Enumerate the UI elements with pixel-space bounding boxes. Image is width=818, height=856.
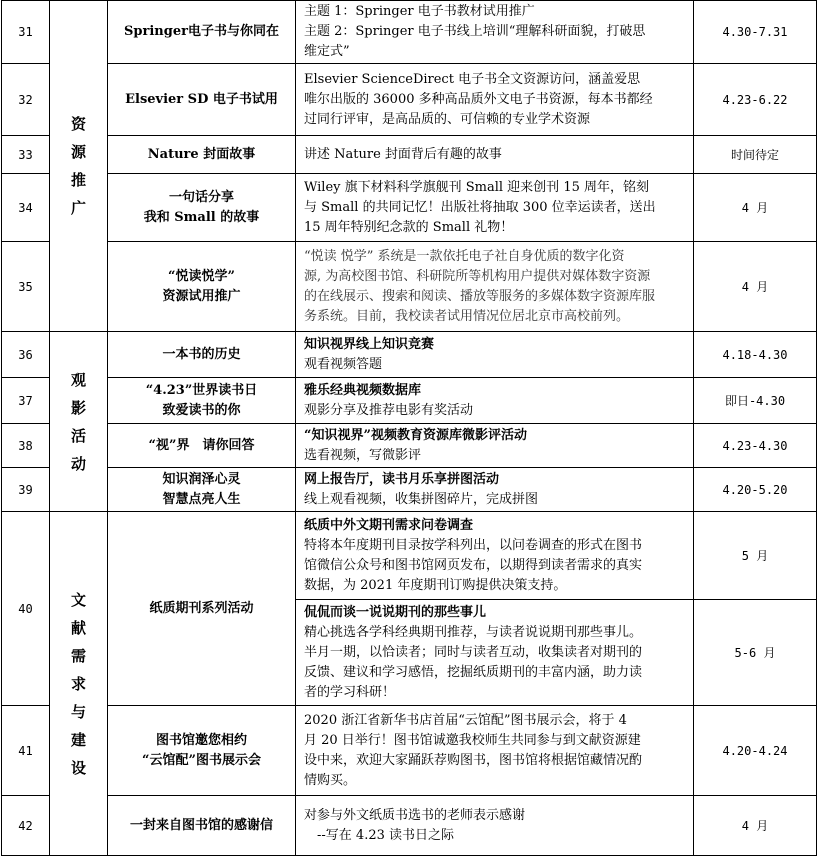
table-row: [2, 242, 817, 332]
row-number: 36: [2, 332, 50, 378]
table-row: [2, 796, 817, 856]
activity-description: 对参与外文纸质书选书的老师表示感谢 --写在 4.23 读书日之际: [296, 796, 694, 856]
category-literature-demand: [50, 512, 108, 856]
table-row: [2, 136, 817, 174]
category-char: 与: [70, 702, 86, 721]
activity-description: 知识视界线上知识竞赛 观看视频答题: [296, 332, 694, 378]
table-row: [2, 332, 817, 378]
activity-description: 侃侃而谈一说说期刊的那些事儿 精心挑选各学科经典期刊推荐，与读者说说期刊那些事儿。 半月一期，以恰读者；同时与读者互动，收集读者对期刊的 反馈、建议和学习感悟，挖掘纸质期刊的丰富内涵，助力读 者的学习科研！: [296, 600, 694, 706]
category-char: 动: [70, 454, 86, 473]
activity-date: 4 月: [694, 174, 817, 242]
category-char: 求: [70, 674, 86, 693]
category-char: 文: [70, 590, 86, 609]
activity-date: 4.23-6.22: [694, 64, 817, 136]
activity-description: 纸质中外文期刊需求问卷调查 特将本年度期刊目录按学科列出，以问卷调查的形式在图书 馆微信公众号和图书馆网页发布，以期得到读者需求的真实 数据，为 2021 年度期刊订购提供决策支持。: [296, 512, 694, 600]
category-char: 广: [70, 199, 86, 217]
activity-date: 4 月: [694, 796, 817, 856]
activity-date: 4.30-7.31: [694, 1, 817, 64]
activity-description: “知识视界”视频教育资源库微影评活动 选看视频，写微影评: [296, 424, 694, 468]
row-number: 42: [2, 796, 50, 856]
category-char: 活: [70, 426, 86, 445]
activity-name: 一本书的历史: [108, 332, 296, 378]
row-number: 35: [2, 242, 50, 332]
category-char: 推: [70, 171, 86, 189]
activity-date: 时间待定: [694, 136, 817, 174]
activity-description: Wiley 旗下材料科学旗舰刊 Small 迎来创刊 15 周年，铭刻 与 Small 的共同记忆！出版社将抽取 300 位幸运读者，送出 15 周年特别纪念款的 Small 礼物！: [296, 174, 694, 242]
row-number: 32: [2, 64, 50, 136]
category-video-activities: [50, 332, 108, 512]
activity-description: 网上报告厅，读书月乐享拼图活动 线上观看视频，收集拼图碎片，完成拼图: [296, 468, 694, 512]
activity-name: 一句话分享 我和 Small 的故事: [108, 174, 296, 242]
category-char: 设: [70, 758, 86, 777]
table-row: [2, 512, 817, 600]
activity-name: 一封来自图书馆的感谢信: [108, 796, 296, 856]
activity-name: Springer电子书与你同在: [108, 1, 296, 64]
activity-name: Elsevier SD 电子书试用: [108, 64, 296, 136]
row-number: 33: [2, 136, 50, 174]
row-number: 40: [2, 512, 50, 706]
activity-date: 4.23-4.30: [694, 424, 817, 468]
activity-name: Nature 封面故事: [108, 136, 296, 174]
activity-date: 5 月: [694, 512, 817, 600]
row-number: 31: [2, 1, 50, 64]
category-char: 观: [70, 370, 86, 389]
activity-date: 4.20-4.24: [694, 706, 817, 796]
activity-description: 讲述 Nature 封面背后有趣的故事: [296, 136, 694, 174]
activity-table: [1, 0, 817, 856]
activity-name: “视”界 请你回答: [108, 424, 296, 468]
activity-description: 雅乐经典视频数据库 观影分享及推荐电影有奖活动: [296, 378, 694, 424]
table-row: [2, 64, 817, 136]
activity-description: “悦读 悦学” 系统是一款依托电子社自身优质的数字化资 源, 为高校图书馆、科研院所等机构用户提供对媒体数字资源 的在线展示、搜索和阅读、播放等服务的多媒体数字资源库服 务系统。目前，我校读者试用情况位居北京市高校前列。: [296, 242, 694, 332]
category-char: 需: [70, 646, 86, 665]
row-number: 38: [2, 424, 50, 468]
row-number: 37: [2, 378, 50, 424]
row-number: 34: [2, 174, 50, 242]
category-char: 资: [70, 115, 86, 133]
category-char: 源: [70, 143, 86, 161]
activity-name: 知识润泽心灵 智慧点亮人生: [108, 468, 296, 512]
table-row: [2, 706, 817, 796]
activity-name: 图书馆邀您相约 “云馆配”图书展示会: [108, 706, 296, 796]
row-number: 41: [2, 706, 50, 796]
activity-date: 4.20-5.20: [694, 468, 817, 512]
activity-name: “悦读悦学” 资源试用推广: [108, 242, 296, 332]
category-resource-promotion: [50, 1, 108, 332]
table-row: [2, 424, 817, 468]
category-char: 献: [70, 618, 86, 637]
activity-date: 5-6 月: [694, 600, 817, 706]
table-row: [2, 378, 817, 424]
activity-date: 4 月: [694, 242, 817, 332]
activity-name: 纸质期刊系列活动: [108, 512, 296, 706]
table-row: [2, 174, 817, 242]
activity-description: 主题 1：Springer 电子书教材试用推广 主题 2：Springer 电子书线上培训“理解科研面貌，打破思 维定式”: [296, 1, 694, 64]
category-char: 建: [70, 730, 86, 749]
activity-description: 2020 浙江省新华书店首届“云馆配”图书展示会，将于 4 月 20 日举行！图书馆诚邀我校师生共同参与到文献资源建 设中来，欢迎大家踊跃荐购图书，图书馆将根据馆藏情况酌 情购买。: [296, 706, 694, 796]
activity-name: “4.23”世界读书日 致爱读书的你: [108, 378, 296, 424]
activity-description: Elsevier ScienceDirect 电子书全文资源访问，涵盖爱思 唯尔出版的 36000 多种高品质外文电子书资源，每本书都经 过同行评审，是高品质的、可信赖的专业学术资源: [296, 64, 694, 136]
row-number: 39: [2, 468, 50, 512]
activity-date: 4.18-4.30: [694, 332, 817, 378]
table-row: [2, 1, 817, 64]
activity-date: 即日-4.30: [694, 378, 817, 424]
category-char: 影: [70, 398, 86, 417]
table-row: [2, 468, 817, 512]
